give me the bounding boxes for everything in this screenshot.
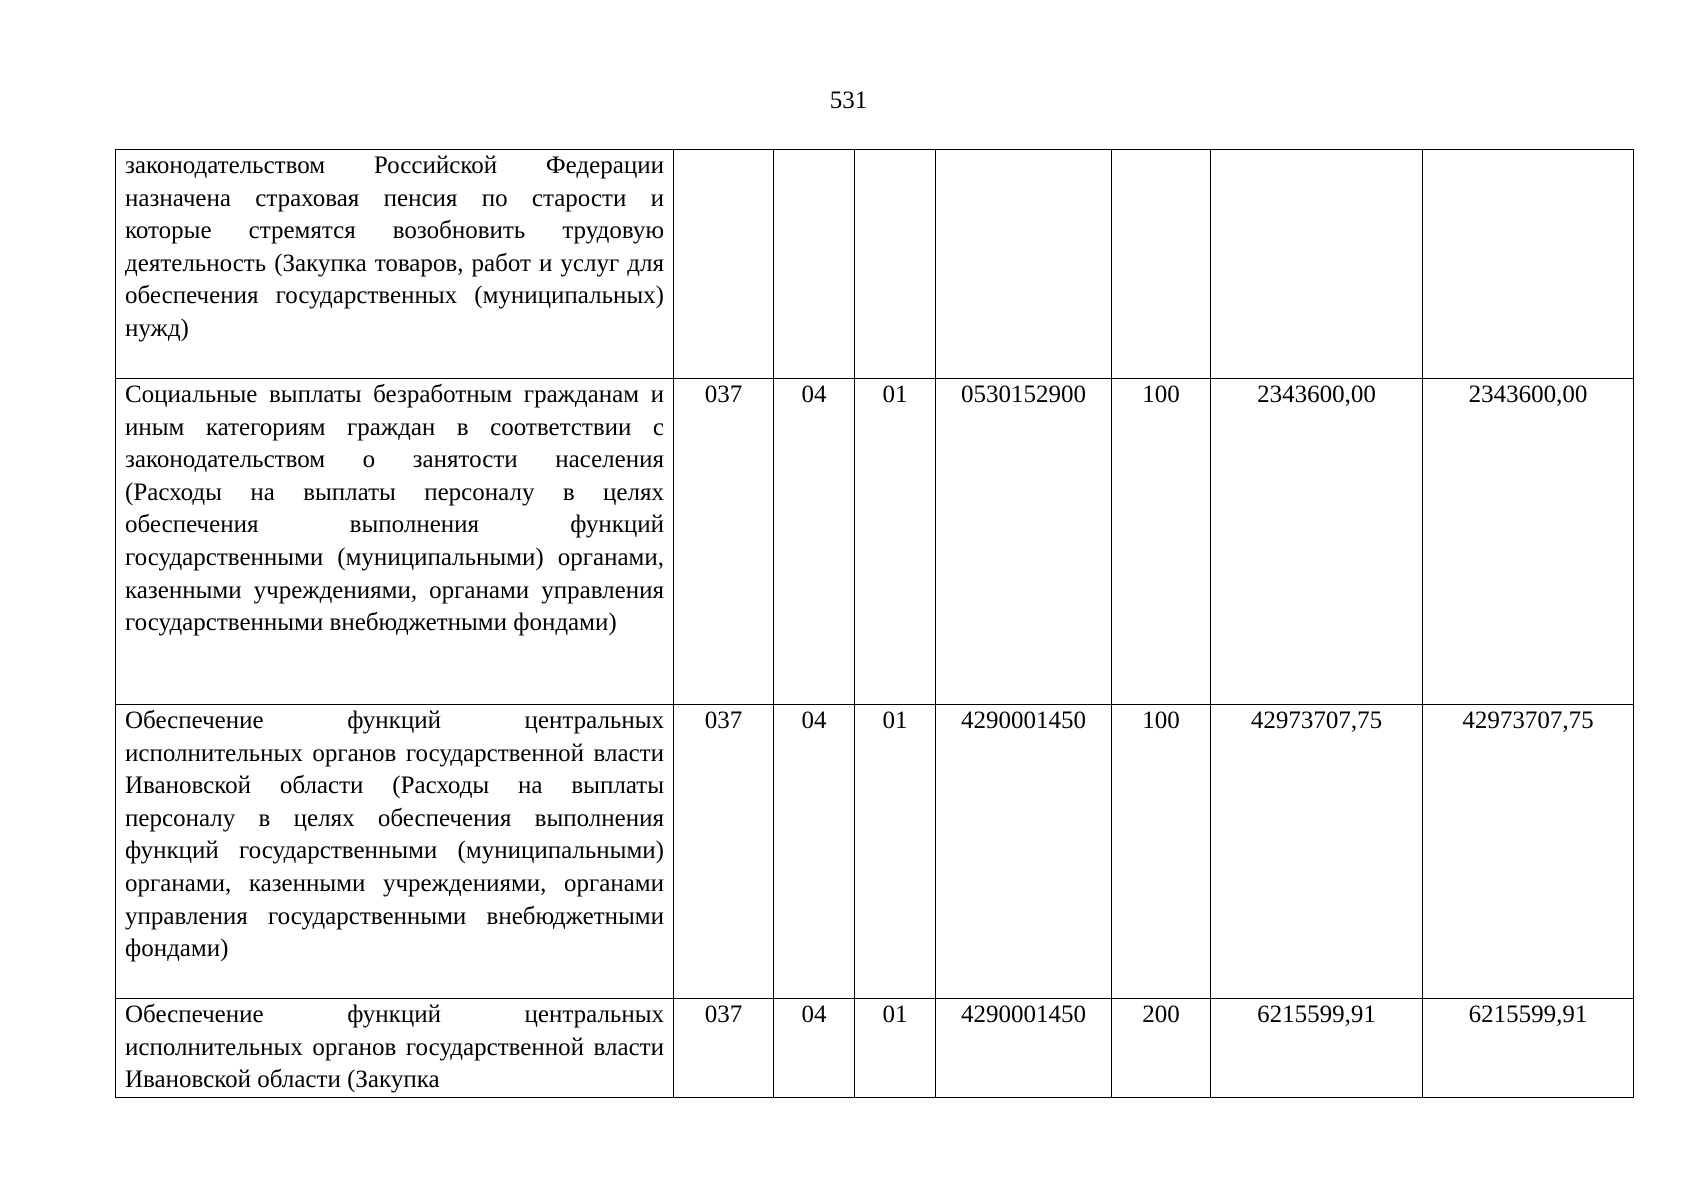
admin-code <box>674 150 774 379</box>
subsection-code: 01 <box>855 379 936 705</box>
admin-code: 037 <box>674 379 774 705</box>
admin-code: 037 <box>674 999 774 1098</box>
section-code <box>774 150 855 379</box>
target-article-code: 0530152900 <box>936 379 1112 705</box>
row-description: Социальные выплаты безработным гражданам и иным категориям граждан в соответствии с законодательством о занятости населения (Расходы на выплаты персоналу в целях обеспечения выполнения функций государственными (муниципальными) органами, казенными учреждениями, органами управления государственными внебюджетными фондами) <box>116 379 674 705</box>
amount-1: 42973707,75 <box>1211 705 1423 999</box>
expense-type-code <box>1112 150 1211 379</box>
amount-2: 42973707,75 <box>1423 705 1634 999</box>
section-code: 04 <box>774 999 855 1098</box>
expense-type-code: 100 <box>1112 379 1211 705</box>
table-row <box>116 705 1634 999</box>
table-row <box>116 150 1634 379</box>
section-code: 04 <box>774 705 855 999</box>
subsection-code: 01 <box>855 999 936 1098</box>
amount-1: 6215599,91 <box>1211 999 1423 1098</box>
expense-type-code: 200 <box>1112 999 1211 1098</box>
amount-1: 2343600,00 <box>1211 379 1423 705</box>
amount-2 <box>1423 150 1634 379</box>
target-article-code <box>936 150 1112 379</box>
admin-code: 037 <box>674 705 774 999</box>
section-code: 04 <box>774 379 855 705</box>
subsection-code: 01 <box>855 705 936 999</box>
row-description: Обеспечение функций центральных исполнительных органов государственной власти Ивановской области (Расходы на выплаты персоналу в целях обеспечения выполнения функций государственными (муниципальными) органами, казенными учреждениями, органами управления государственными внебюджетными фондами) <box>116 705 674 999</box>
target-article-code: 4290001450 <box>936 999 1112 1098</box>
table-row <box>116 999 1634 1098</box>
row-description: законодательством Российской Федерации назначена страховая пенсия по старости и которые стремятся возобновить трудовую деятельность (Закупка товаров, работ и услуг для обеспечения государственных (муниципальных) нужд) <box>116 150 674 379</box>
amount-2: 6215599,91 <box>1423 999 1634 1098</box>
expense-type-code: 100 <box>1112 705 1211 999</box>
budget-table <box>115 149 1634 1098</box>
table-row <box>116 379 1634 705</box>
amount-2: 2343600,00 <box>1423 379 1634 705</box>
target-article-code: 4290001450 <box>936 705 1112 999</box>
amount-1 <box>1211 150 1423 379</box>
row-description: Обеспечение функций центральных исполнительных органов государственной власти Ивановской области (Закупка <box>116 999 674 1098</box>
subsection-code <box>855 150 936 379</box>
page-number: 531 <box>829 87 868 114</box>
